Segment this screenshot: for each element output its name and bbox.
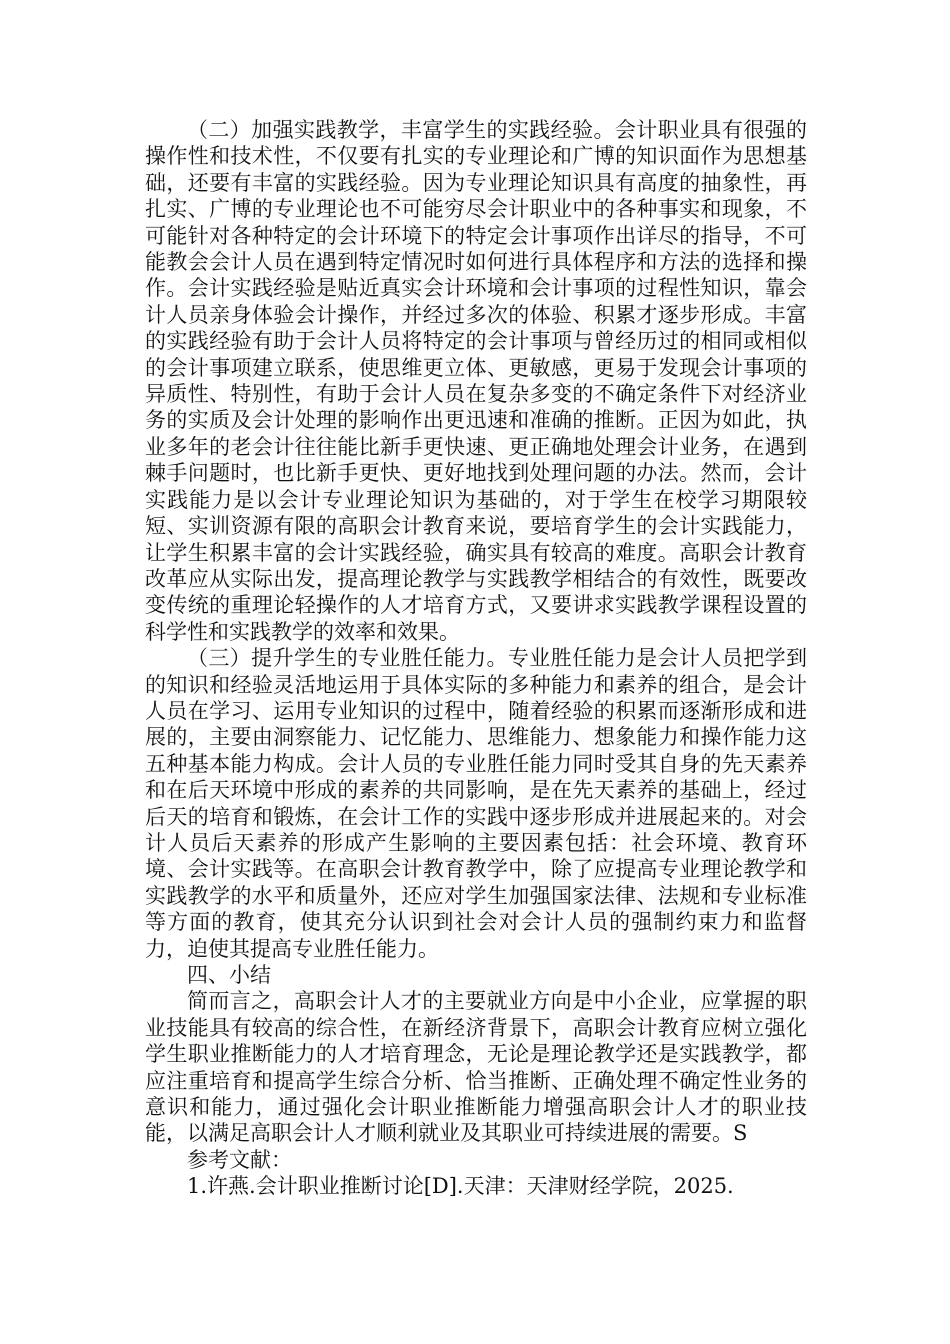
section-heading-summary: 四、小结 (187, 963, 271, 987)
paragraph-practice-teaching: （二）加强实践教学，丰富学生的实践经验。会计职业具有很强的操作性和技术性，不仅要有扎实的专业理论和广博的知识面作为思想基础，还要有丰富的实践经验。因为专业理论知识具有高度的抽象性，再扎实、广博的专业理论也不可能穷尽会计职业中的各种事实和现象，不可能针对各种特定的会计环境下的特定会计事项作出详尽的指导，不可能教会会计人员在遇到特定情况时如何进行具体程序和方法的选择和操作。会计实践经验是贴近真实会计环境和会计事项的过程性知识，靠会计人员亲身体验会计操作，并经过多次的体验、积累才逐步形成。丰富的实践经验有助于会计人员将特定的会计事项与曾经历过的相同或相似的会计事项建立联系，使思维更立体、更敏感，更易于发现会计事项的异质性、特别性，有助于会计人员在复杂多变的不确定条件下对经济业务的实质及会计处理的影响作出更迅速和准确的推断。正因为如此，执业多年的老会计往往能比新手更快速、更正确地处理会计业务，在遇到棘手问题时，也比新手更快、更好地找到处理问题的办法。然而，会计实践能力是以会计专业理论知识为基础的，对于学生在校学习期限较短、实训资源有限的高职会计教育来说，要培育学生的会计实践能力，让学生积累丰富的会计实践经验，确实具有较高的难度。高职会计教育改革应从实际出发，提高理论教学与实践教学相结合的有效性，既要改变传统的重理论轻操作的人才培育方式，又要讲求实践教学课程设置的科学性和实践教学的效率和效果。 (145, 118, 807, 644)
document-body (145, 117, 807, 1200)
paragraph-summary: 简而言之，高职会计人才的主要就业方向是中小企业，应掌握的职业技能具有较高的综合性，在新经济背景下，高职会计教育应树立强化学生职业推断能力的人才培育理念，无论是理论教学还是实践教学，都应注重培育和提高学生综合分析、恰当推断、正确处理不确定性业务的意识和能力，通过强化会计职业推断能力增强高职会计人才的职业技能，以满足高职会计人才顺利就业及其职业可持续进展的需要。S (145, 989, 807, 1146)
paragraph-professional-competence: （三）提升学生的专业胜任能力。专业胜任能力是会计人员把学到的知识和经验灵活地运用于具体实际的多种能力和素养的组合，是会计人员在学习、运用专业知识的过程中，随着经验的积累而逐渐形成和进展的，主要由洞察能力、记忆能力、思维能力、想象能力和操作能力这五种基本能力构成。会计人员的专业胜任能力同时受其自身的先天素养和在后天环境中形成的素养的共同影响，是在先天素养的基础上，经过后天的培育和锻炼，在会计工作的实践中逐步形成并进展起来的。对会计人员后天素养的形成产生影响的主要因素包括：社会环境、教育环境、会计实践等。在高职会计教育教学中，除了应提高专业理论教学和实践教学的水平和质量外，还应对学生加强国家法律、法规和专业标准等方面的教育，使其充分认识到社会对会计人员的强制约束力和监督力，迫使其提高专业胜任能力。 (145, 646, 807, 961)
references-heading: 参考文献： (187, 1147, 292, 1172)
reference-item: 1.许燕.会计职业推断讨论[D].天津：天津财经学院，2025. (187, 1174, 734, 1199)
